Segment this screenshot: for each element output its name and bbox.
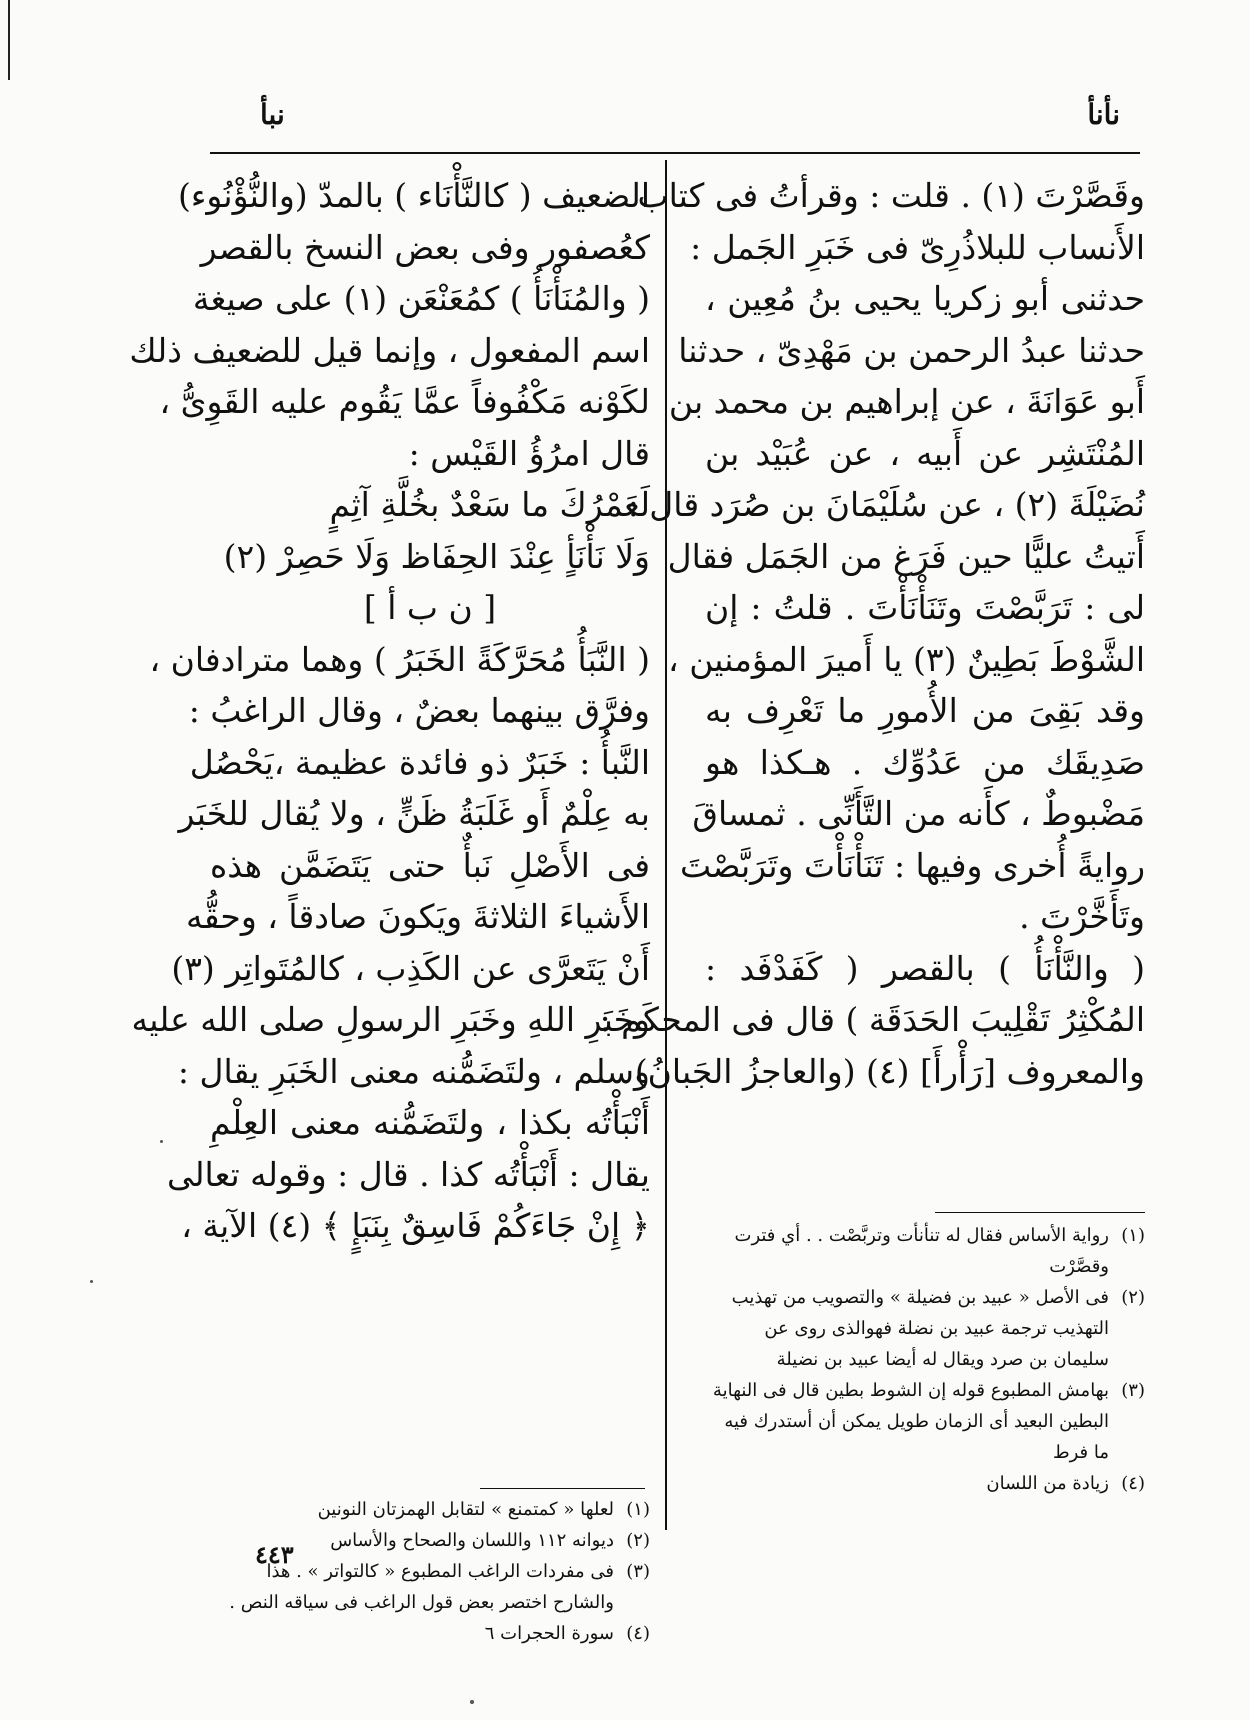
text-line: نُضَيْلَةَ (٢) ، عن سُلَيْمَانَ بن صُرَد قال : — [627, 485, 1145, 524]
footnote-rule-left — [480, 1488, 645, 1489]
footnotes-right — [705, 1220, 1145, 1499]
text-line: أَنْ يَتَعرَّى عن الكَذِب ، كالمُتَواتِر (٣) — [171, 948, 650, 988]
footnote-number: (٢) — [626, 1530, 650, 1551]
header-rule — [210, 152, 1140, 154]
left-column — [129, 170, 650, 1252]
text-line: لكَوْنه مَكْفُوفاً عمَّا يَقُوم عليه القَوِىُّ ، — [159, 382, 650, 421]
right-column — [599, 170, 1145, 1097]
footnote — [705, 1282, 1145, 1375]
text-line: يقال : أَنْبَأْتُه كذا . قال : وقوله تعالى — [166, 1154, 650, 1194]
text-line: لى : تَرَبَّصْتَ وتَنَأْنَأْتَ . قلتُ : إن — [705, 588, 1145, 627]
text-line: ( النَّبَأُ مُحَرَّكَةً الخَبَرُ ) وهما مترادفان ، — [149, 639, 650, 679]
text-line: ﴿ إِنْ جَاءَكُمْ فَاسِقٌ بِنَبَإٍ ﴾ (٤) الآية ، — [181, 1206, 650, 1245]
verse-line: وَلَا نَأْنَأٍ عِنْدَ الحِفَاظ وَلَا حَصِرْ (٢) — [223, 536, 650, 576]
text-line: وفرَّق بينهما بعضٌ ، وقال الراغبُ : — [188, 691, 650, 730]
footnote — [705, 1220, 1145, 1282]
text-line: ( والنَّأْنَأُ ) بالقصر ( كَفَدْفَد : — [705, 948, 1145, 988]
footnote — [210, 1494, 650, 1525]
footnote-number: (٣) — [1121, 1380, 1145, 1401]
footnote-number: (٤) — [626, 1623, 650, 1644]
footnote-number: (٤) — [1121, 1473, 1145, 1494]
text-line: به عِلْمٌ أَو غَلَبَةُ ظَنٍّ ، ولا يُقال للخَبَر — [178, 794, 650, 833]
footnote-text: فى مفردات الراغب المطبوع « كالتواتر » . هذا والشارح اختصر بعض قول الراغب فى سياقه النص . — [229, 1561, 614, 1613]
footnote-text: لعلها « كمتمنع » لتقابل الهمزتان النونين — [317, 1499, 614, 1520]
text-line: الأَشياءَ الثلاثةَ ويَكونَ صادقاً ، وحقُّه — [186, 897, 650, 936]
text-line: اسم المفعول ، وإنما قيل للضعيف ذلك — [129, 330, 650, 370]
footnote-text: رواية الأساس فقال له تنأنأت وتربَّصْت . . أي فترت وقصَّرْت — [734, 1225, 1109, 1277]
text-line: وقَصَّرْتَ (١) . قلت : وقرأتُ فى كتاب — [637, 176, 1145, 215]
text-line: حدثنا عبدُ الرحمن بن مَهْدِىّ ، حدثنا — [678, 330, 1145, 370]
text-line: والمعروف [رَأْرأَ] (٤) (والعاجزُ الجَبانُ) — [634, 1051, 1145, 1091]
running-header — [230, 98, 1120, 138]
text-line: النَّبأُ : خَبَرٌ ذو فائدة عظيمة ،يَحْصُل — [189, 742, 650, 782]
text-line: حدثنى أبو زكريا يحيى بنُ مُعِين ، — [705, 279, 1145, 318]
footnote-text: زيادة من اللسان — [986, 1473, 1109, 1494]
page-number: ٤٤٣ — [255, 1540, 294, 1569]
footnote-number: (١) — [1121, 1225, 1145, 1246]
footnote-rule-right — [935, 1212, 1145, 1213]
footnote — [705, 1375, 1145, 1468]
text-line: الشَّوْطَ بَطِينٌ (٣) يا أَميرَ المؤمنين ، — [668, 639, 1145, 679]
text-line: المُنْتَشِر عن أَبيه ، عن عُبَيْد بن — [705, 433, 1145, 473]
text-line: كعُصفور وفى بعض النسخ بالقصر — [200, 227, 650, 267]
text-line: وتَأَخَّرْتَ . — [1019, 897, 1145, 936]
text-line: أَبو عَوَانَةَ ، عن إبراهيم بن محمد بن — [668, 382, 1145, 421]
verse-line: لَعَمْرُكَ ما سَعْدٌ بخُلَّةِ آثِمٍ — [329, 485, 650, 524]
footnote-text: فى الأصل « عبيد بن فضيلة » والتصويب من تهذيب التهذيب ترجمة عبيد بن نضلة فهوالذى روى عن سليمان بن صرد ويقال له أيضا عبيد بن نضيلة — [731, 1287, 1109, 1370]
text-line: الأَنساب للبلاذُرِىّ فى خَبَرِ الجَمل : — [690, 227, 1145, 267]
footnote-number: (٢) — [1121, 1287, 1145, 1308]
text-line: المُكْثِرُ تَقْلِيبَ الحَدَقَة ) قال فى المحكَم : — [599, 1000, 1145, 1039]
text-line: أَنْبَأْتُه بكذا ، ولتَضَمُّنه معنى العِلْمِ — [210, 1103, 650, 1142]
footnote-number: (١) — [626, 1499, 650, 1520]
page-edge-mark — [8, 0, 10, 80]
text-line: صَدِيقَك من عَدُوِّك . هـكذا هو — [705, 742, 1145, 782]
footnote-number: (٣) — [626, 1561, 650, 1582]
text-line: مَضْبوطٌ ، كأَنه من التَّأَنِّى . ثمساقَ — [692, 794, 1145, 833]
scan-speck — [470, 1700, 474, 1704]
header-right-headword: نأنأ — [1087, 98, 1120, 131]
footnote — [210, 1618, 650, 1649]
footnote-text: ديوانه ١١٢ واللسان والصحاح والأساس — [330, 1530, 614, 1551]
scan-speck — [90, 1280, 93, 1283]
text-line: فى الأَصْلِ نَبأٌ حتى يَتَضَمَّن هذه — [210, 845, 650, 885]
footnote-text: بهامش المطبوع قوله إن الشوط بطين قال فى النهاية البطين البعيد أى الزمان طويل يمكن أن أستدرك فيه ما فرط — [712, 1380, 1109, 1463]
text-line: وقد بَقِىَ من الأُمورِ ما تَعْرِف به — [705, 691, 1145, 730]
text-line: ( والمُنَأْنَأُ ) كمُعَنْعَن (١) على صيغة — [192, 279, 650, 318]
footnotes-left — [210, 1494, 650, 1649]
text-line: أَتيتُ عليًّا حين فَرَغ من الجَمَل فقال — [667, 536, 1145, 576]
root-heading: [ ن ب أ ] — [363, 588, 497, 627]
column-divider — [665, 160, 667, 1530]
header-left-headword: نبأ — [260, 98, 285, 131]
text-line: قال امرُؤُ القَيْس : — [408, 433, 650, 473]
footnote — [705, 1468, 1145, 1499]
text-line: الضعيف ( كالنَّأْنَاء ) بالمدّ (والنُّؤْنُوء) — [177, 176, 650, 215]
scan-speck — [160, 1140, 163, 1143]
footnote-text: سورة الحجرات ٦ — [484, 1623, 614, 1644]
text-line: وسلم ، ولتَضَمُّنه معنى الخَبَرِ يقال : — [177, 1051, 650, 1091]
text-line: روايةً أُخرى وفيها : تَنَأْنَأْتَ وتَرَبَّصْتَ — [679, 845, 1145, 885]
text-line: وخَبَرِ اللهِ وخَبَرِ الرسولِ صلى الله عليه — [131, 1000, 650, 1039]
